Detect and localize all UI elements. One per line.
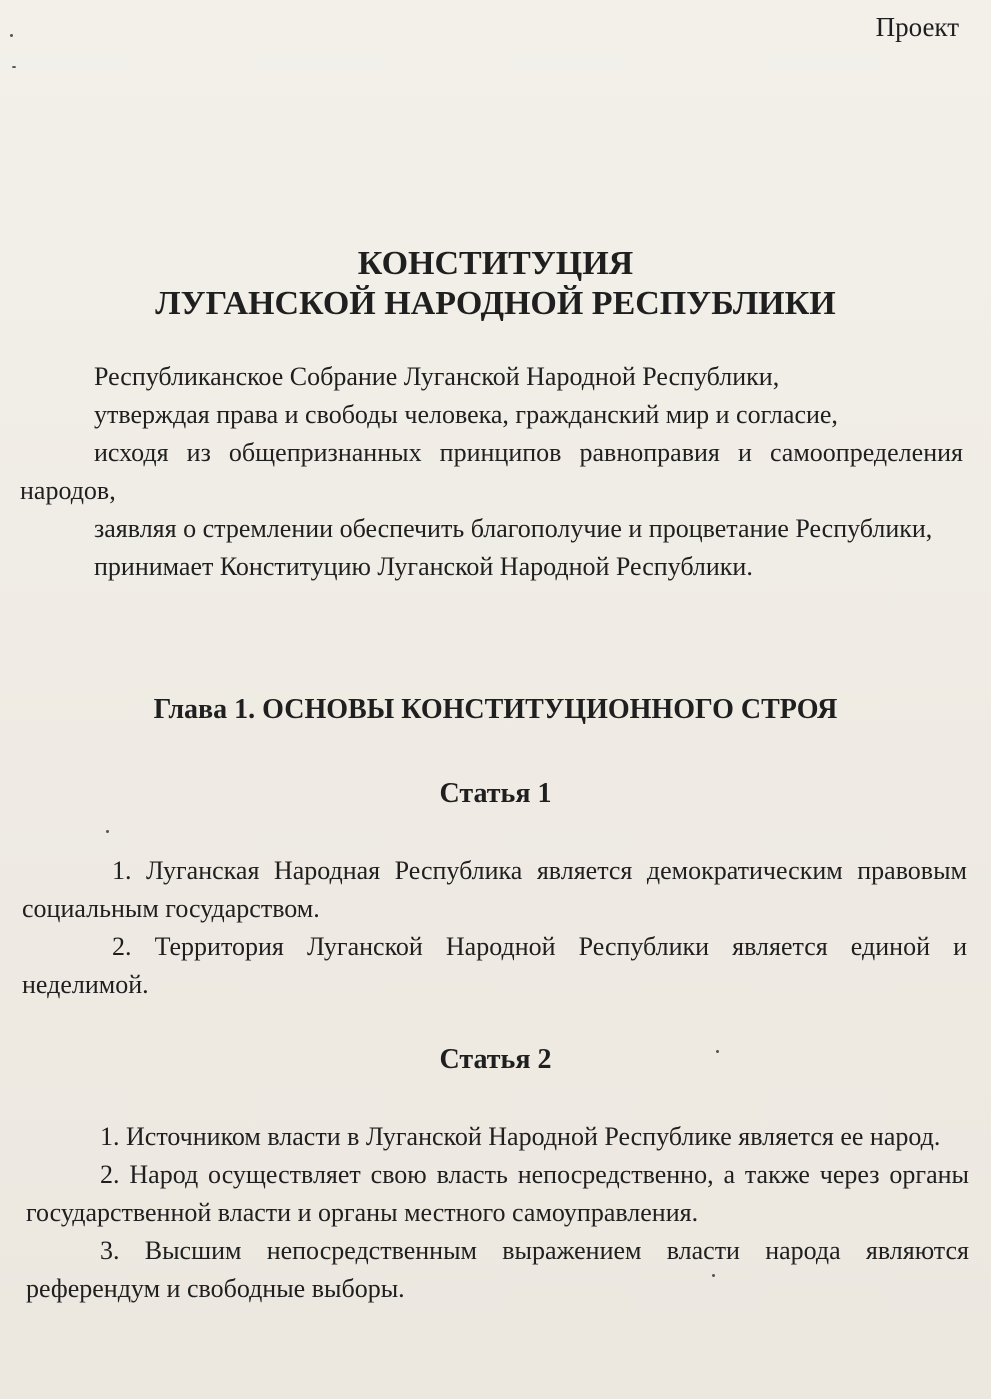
article-1-heading: Статья 1 xyxy=(439,778,552,809)
scan-speck xyxy=(712,1274,715,1277)
scan-speck xyxy=(10,34,13,37)
article-paragraph: 3. Высшим непосредственным выражением власти народа являются референдум и свободные выборы. xyxy=(26,1236,969,1303)
article-paragraph: 2. Народ осуществляет свою власть непосредственно, а также через органы государственной власти и органы местного самоуправления. xyxy=(26,1160,969,1227)
preamble-paragraph: принимает Конституцию Луганской Народной Республики. xyxy=(94,552,753,581)
article-paragraph: 2. Территория Луганской Народной Республики является единой и неделимой. xyxy=(22,932,967,999)
scan-speck xyxy=(12,66,16,68)
preamble-paragraph: утверждая права и свободы человека, гражданский мир и согласие, xyxy=(94,400,838,429)
preamble-paragraph: заявляя о стремлении обеспечить благополучие и процветание Республики, xyxy=(94,514,933,543)
chapter-heading: Глава 1. ОСНОВЫ КОНСТИТУЦИОННОГО СТРОЯ xyxy=(153,694,838,725)
article-paragraph: 1. Луганская Народная Республика является демократическим правовым социальным государством. xyxy=(22,856,967,923)
title-line-1: КОНСТИТУЦИЯ xyxy=(357,245,634,282)
article-2-heading: Статья 2 xyxy=(439,1044,552,1075)
project-label: Проект xyxy=(875,12,959,42)
preamble-paragraph: Республиканское Собрание Луганской Народной Республики, xyxy=(94,362,780,391)
preamble-paragraph: исходя из общепризнанных принципов равноправия и самоопределения народов, xyxy=(20,438,963,505)
document-title xyxy=(0,244,991,324)
article-paragraph: 1. Источником власти в Луганской Народной Республике является ее народ. xyxy=(100,1122,941,1151)
preamble xyxy=(20,358,963,586)
article-1-body xyxy=(22,852,967,1004)
scan-speck xyxy=(716,1050,719,1053)
title-line-2: ЛУГАНСКОЙ НАРОДНОЙ РЕСПУБЛИКИ xyxy=(155,285,836,322)
article-2-body xyxy=(26,1118,969,1308)
scan-speck xyxy=(106,830,109,833)
